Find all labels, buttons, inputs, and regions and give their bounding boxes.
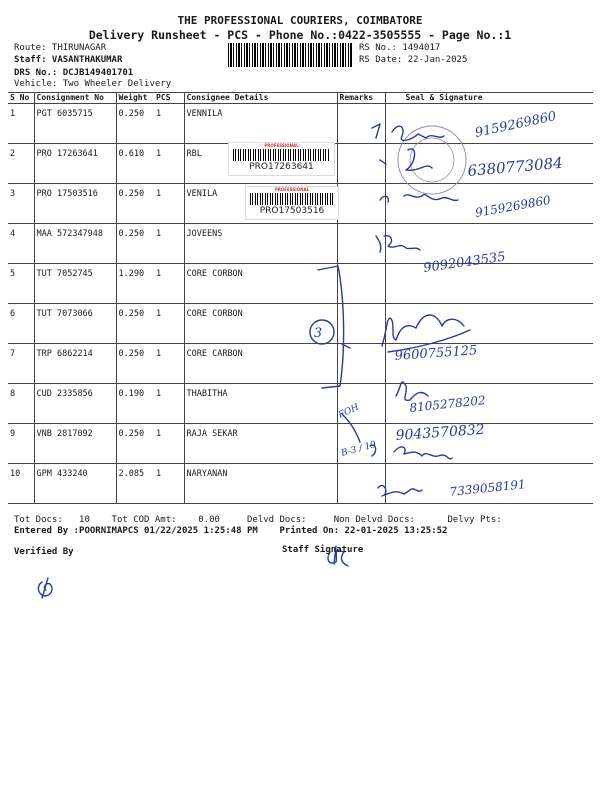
cell-pcs: 1 bbox=[154, 424, 184, 464]
runsheet-subtitle: Delivery Runsheet - PCS - Phone No.:0422-3505555 - Page No.:1 bbox=[88, 28, 512, 42]
cell-weight: 0.250 bbox=[116, 344, 154, 384]
handwritten-phone: 7339058191 bbox=[448, 477, 527, 499]
company-title: THE PROFESSIONAL COURIERS, COIMBATORE bbox=[177, 14, 423, 27]
cell-sno: 10 bbox=[8, 464, 34, 504]
cell-pcs: 1 bbox=[154, 384, 184, 424]
cell-consignment: TUT 7073066 bbox=[34, 304, 116, 344]
verified-by-label: Verified By bbox=[14, 547, 74, 557]
col-remarks: Remarks bbox=[337, 93, 385, 104]
cell-weight: 0.250 bbox=[116, 184, 154, 224]
cell-sno: 7 bbox=[8, 344, 34, 384]
cell-sno: 8 bbox=[8, 384, 34, 424]
cell-pcs: 1 bbox=[154, 224, 184, 264]
totals-line: Tot Docs: 10 Tot COD Amt: 0.00 Delvd Docs: Non Delvd Docs: Delvy Pts: bbox=[14, 515, 502, 525]
cell-consignment: CUD 2335856 bbox=[34, 384, 116, 424]
cell-consignment: PRO 17263641 bbox=[34, 144, 116, 184]
col-sno: S No bbox=[8, 93, 34, 104]
staff-signature-label: Staff Signature bbox=[282, 545, 364, 555]
cell-weight: 1.290 bbox=[116, 264, 154, 304]
col-pcs: PCS bbox=[154, 93, 184, 104]
cell-pcs: 1 bbox=[154, 144, 184, 184]
cell-sno: 1 bbox=[8, 104, 34, 144]
handwritten-phone: 8105278202 bbox=[408, 393, 487, 415]
cell-consignee: RAJA SEKAR bbox=[184, 424, 337, 464]
label-number: PRO17263641 bbox=[249, 162, 314, 172]
cell-sno: 4 bbox=[8, 224, 34, 264]
label-brand: PROFESSIONAL bbox=[264, 143, 299, 148]
cell-consignee: CORE CORBON bbox=[184, 304, 337, 344]
handwritten-phone: 9159269860 bbox=[474, 192, 552, 220]
handwritten-phone: 9092043535 bbox=[422, 249, 507, 276]
staff: Staff: VASANTHAKUMAR bbox=[14, 55, 123, 65]
cell-sno: 9 bbox=[8, 424, 34, 464]
handwritten-phone: 9600755125 bbox=[394, 343, 478, 364]
cell-consignment: MAA 572347948 bbox=[34, 224, 116, 264]
cell-sno: 6 bbox=[8, 304, 34, 344]
signature-row3 bbox=[380, 194, 458, 202]
cell-pcs: 1 bbox=[154, 184, 184, 224]
cell-sno: 2 bbox=[8, 144, 34, 184]
cell-consignment: PRO 17503516 bbox=[34, 184, 116, 224]
handwritten-phone: 6380773084 bbox=[466, 153, 564, 180]
cell-consignee: VENILA bbox=[184, 184, 337, 224]
cell-consignee: VENNILA bbox=[184, 104, 337, 144]
cell-pcs: 1 bbox=[154, 464, 184, 504]
cell-consignment: TRP 6862214 bbox=[34, 344, 116, 384]
signature-row4 bbox=[376, 236, 420, 252]
handwritten-note: B-3 / 19 bbox=[340, 439, 378, 459]
label-number: PRO17503516 bbox=[259, 206, 325, 216]
cell-pcs: 1 bbox=[154, 344, 184, 384]
drs-number: DRS No.: DCJB149401701 bbox=[14, 68, 134, 78]
col-seal: Seal & Signature bbox=[385, 93, 593, 104]
cell-consignee: CORE CARBON bbox=[184, 344, 337, 384]
cell-weight: 0.250 bbox=[116, 424, 154, 464]
signature-row10 bbox=[378, 486, 422, 496]
rs-number: RS No.: 1494017 bbox=[359, 43, 441, 53]
cell-consignment: PGT 6035715 bbox=[34, 104, 116, 144]
handwritten-note: FOH bbox=[337, 402, 361, 421]
cell-consignment: TUT 7052745 bbox=[34, 264, 116, 304]
entered-by-line: Entered By :POORNIMAPCS 01/22/2025 1:25:48 PM Printed On: 22-01-2025 13:25:52 bbox=[14, 526, 448, 536]
cell-weight: 0.250 bbox=[116, 304, 154, 344]
cell-weight: 0.250 bbox=[116, 104, 154, 144]
handwritten-phone: 9043570832 bbox=[395, 421, 486, 444]
cell-weight: 0.190 bbox=[116, 384, 154, 424]
signature-row8 bbox=[396, 382, 428, 400]
stamp-inner-circle bbox=[410, 138, 454, 182]
signature-row2 bbox=[380, 149, 432, 170]
circled-number: 3 bbox=[313, 326, 323, 341]
cell-pcs: 1 bbox=[154, 304, 184, 344]
cell-consignment: GPM 433240 bbox=[34, 464, 116, 504]
col-consignment: Consignment No bbox=[34, 93, 116, 104]
cell-consignee: CORE CORBON bbox=[184, 264, 337, 304]
cell-sno: 3 bbox=[8, 184, 34, 224]
cell-consignee: JOVEENS bbox=[184, 224, 337, 264]
rs-date: RS Date: 22-Jan-2025 bbox=[359, 55, 468, 65]
cell-consignment: VNB 2817092 bbox=[34, 424, 116, 464]
route: Route: THIRUNAGAR bbox=[14, 43, 107, 53]
cell-pcs: 1 bbox=[154, 104, 184, 144]
cell-weight: 0.250 bbox=[116, 224, 154, 264]
cell-consignee: NARYANAN bbox=[184, 464, 337, 504]
col-consignee: Consignee Details bbox=[184, 93, 337, 104]
cell-weight: 2.085 bbox=[116, 464, 154, 504]
handwritten-phone: 9159269860 bbox=[473, 109, 558, 141]
cell-weight: 0.610 bbox=[116, 144, 154, 184]
cell-sno: 5 bbox=[8, 264, 34, 304]
label-brand: PROFESSIONAL bbox=[274, 187, 310, 192]
cell-consignee: RBL bbox=[184, 144, 337, 184]
col-weight: Weight bbox=[116, 93, 154, 104]
cell-consignee: THABITHA bbox=[184, 384, 337, 424]
cell-pcs: 1 bbox=[154, 264, 184, 304]
verified-signature-mark bbox=[38, 578, 52, 598]
vehicle: Vehicle: Two Wheeler Delivery bbox=[14, 79, 172, 89]
